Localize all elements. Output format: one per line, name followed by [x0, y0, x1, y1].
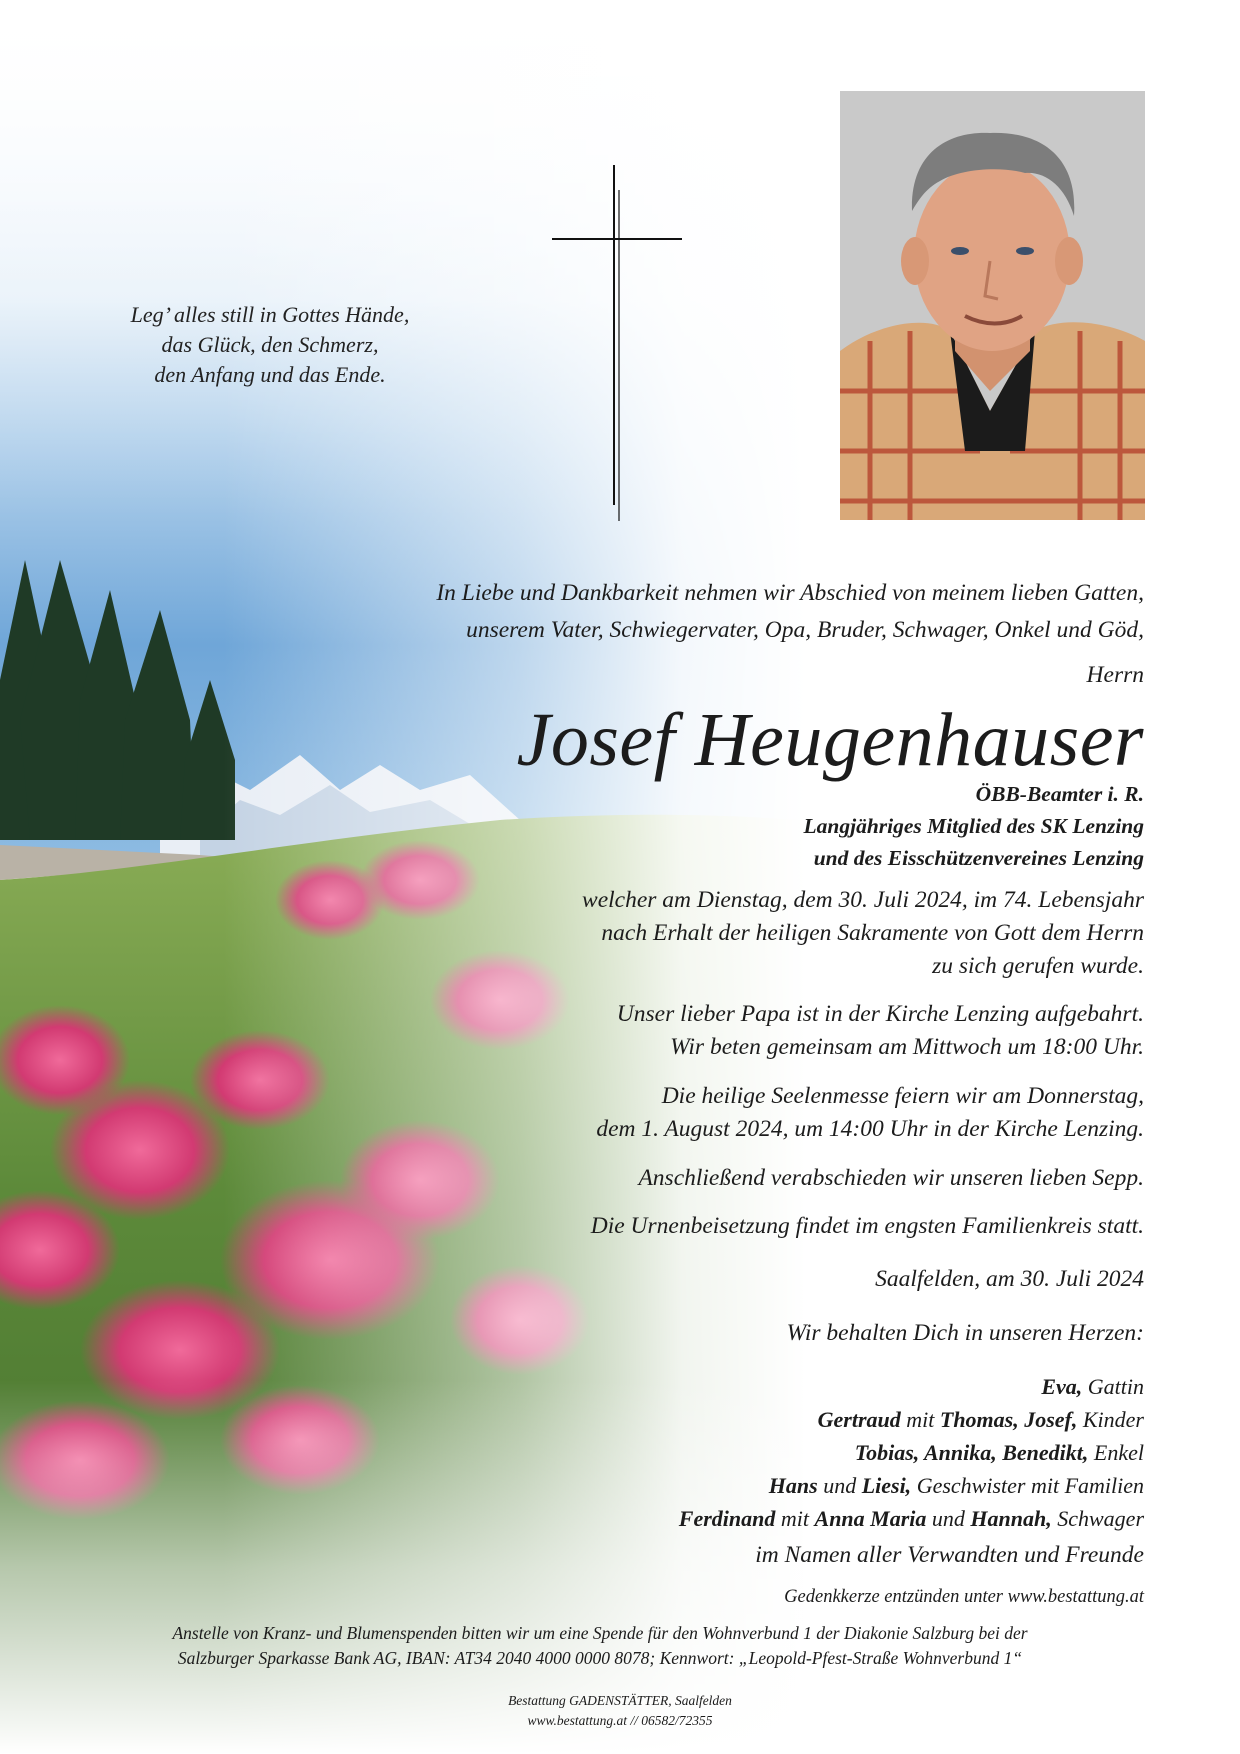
funeral-home-name: Bestattung GADENSTÄTTER, Saalfelden — [508, 1693, 732, 1708]
family-relation: Enkel — [1088, 1440, 1144, 1465]
family-names: Anna Maria — [814, 1506, 927, 1531]
family-names: Gertraud — [817, 1407, 901, 1432]
family-line-spouse — [679, 1370, 1144, 1403]
intro-line: unserem Vater, Schwiegervater, Opa, Bruder, Schwager, Onkel und Göd, — [466, 617, 1144, 643]
intro-text — [436, 575, 1144, 649]
cross-icon — [552, 165, 682, 521]
portrait-photo — [840, 91, 1145, 520]
funeral-home-contact[interactable]: www.bestattung.at // 06582/72355 — [527, 1713, 713, 1728]
family-relation: Gattin — [1082, 1374, 1144, 1399]
passing-paragraph — [582, 884, 1144, 983]
verse-line: das Glück, den Schmerz, — [161, 332, 379, 357]
family-names: Eva, — [1041, 1374, 1083, 1399]
family-connector: und — [817, 1473, 862, 1498]
relatives-line: im Namen aller Verwandten und Freunde — [755, 1542, 1144, 1568]
mass-line: dem 1. August 2024, um 14:00 Uhr in der Kirche Lenzing. — [596, 1116, 1144, 1142]
title-line: Langjähriges Mitglied des SK Lenzing — [803, 814, 1144, 838]
family-relation: Schwager — [1051, 1506, 1144, 1531]
passing-line: nach Erhalt der heiligen Sakramente von Gott dem Herrn — [601, 920, 1144, 946]
family-connector: mit — [775, 1506, 815, 1531]
salutation: Herrn — [1086, 662, 1144, 688]
family-names: Ferdinand — [678, 1506, 776, 1531]
farewell-line: Anschließend verabschieden wir unseren lieben Sepp. — [638, 1165, 1144, 1191]
family-connector: und — [926, 1506, 971, 1531]
intro-line: In Liebe und Dankbarkeit nehmen wir Abschied von meinem lieben Gatten, — [436, 580, 1144, 606]
viewing-line: Wir beten gemeinsam am Mittwoch um 18:00 Uhr. — [670, 1034, 1144, 1060]
family-relation: Kinder — [1077, 1407, 1144, 1432]
verse-line: den Anfang und das Ende. — [154, 362, 386, 387]
viewing-paragraph — [617, 998, 1144, 1064]
verse-line: Leg’ alles still in Gottes Hände, — [130, 302, 410, 327]
family-list — [679, 1370, 1144, 1535]
memorial-candle-link[interactable]: Gedenkkerze entzünden unter www.bestattung.at — [784, 1587, 1144, 1607]
family-connector: mit — [900, 1407, 940, 1432]
place-date: Saalfelden, am 30. Juli 2024 — [875, 1266, 1144, 1292]
deceased-name: Josef Heugenhauser — [516, 698, 1144, 782]
passing-line: zu sich gerufen wurde. — [932, 953, 1144, 979]
donation-notice — [60, 1621, 1140, 1671]
family-names: Tobias, Annika, Benedikt, — [854, 1440, 1089, 1465]
family-line-children — [679, 1403, 1144, 1436]
keep-in-hearts: Wir behalten Dich in unseren Herzen: — [786, 1320, 1144, 1346]
mass-line: Die heilige Seelenmesse feiern wir am Donnerstag, — [661, 1083, 1144, 1109]
mass-paragraph — [596, 1080, 1144, 1146]
family-line-siblings — [679, 1469, 1144, 1502]
urn-burial-line: Die Urnenbeisetzung findet im engsten Familienkreis statt. — [590, 1213, 1144, 1239]
family-relation: Geschwister mit Familien — [911, 1473, 1144, 1498]
viewing-line: Unser lieber Papa ist in der Kirche Lenzing aufgebahrt. — [616, 1001, 1144, 1027]
family-names: Liesi, — [861, 1473, 912, 1498]
title-line: ÖBB-Beamter i. R. — [975, 782, 1144, 806]
donation-line: Anstelle von Kranz- und Blumenspenden bitten wir um eine Spende für den Wohnverbund 1 der Diakonie Salzburg bei der — [172, 1623, 1028, 1643]
donation-line: Salzburger Sparkasse Bank AG, IBAN: AT34 2040 4000 0000 8078; Kennwort: „Leopold-Pfest-Straße Wohnverbund 1“ — [177, 1648, 1023, 1668]
funeral-home-footer — [370, 1691, 870, 1731]
passing-line: welcher am Dienstag, dem 30. Juli 2024, im 74. Lebensjahr — [582, 887, 1144, 913]
family-line-in-laws — [679, 1502, 1144, 1535]
family-names: Hans — [768, 1473, 818, 1498]
opening-verse — [60, 300, 480, 390]
family-line-grandchildren — [679, 1436, 1144, 1469]
deceased-titles — [804, 778, 1144, 874]
title-line: und des Eisschützenvereines Lenzing — [813, 846, 1144, 870]
family-names: Thomas, Josef, — [939, 1407, 1078, 1432]
family-names: Hannah, — [970, 1506, 1052, 1531]
